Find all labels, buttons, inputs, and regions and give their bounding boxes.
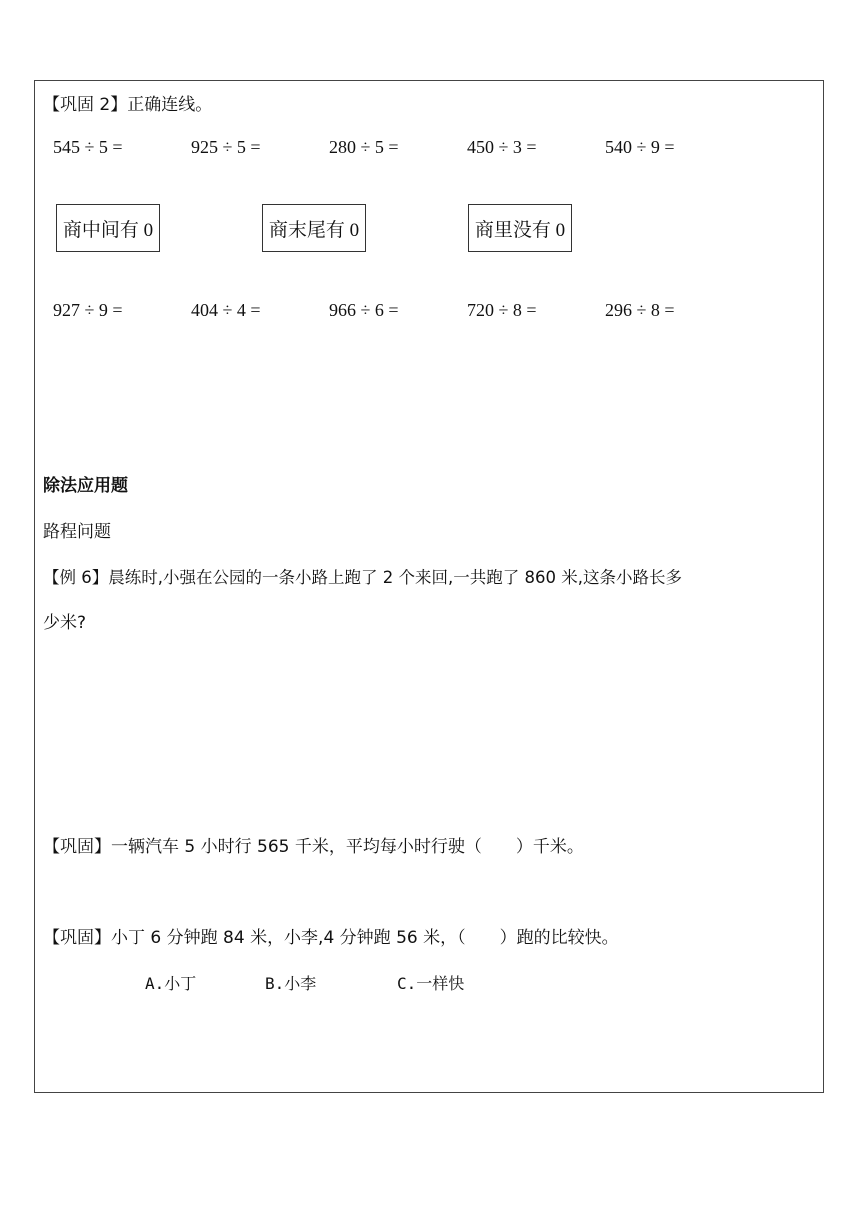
category-box-no-zero: 商里没有 0: [468, 204, 572, 252]
consolidate-running-question: 【巩固】小丁 6 分钟跑 84 米，小李,4 分钟跑 56 米，（ ）跑的比较快。: [43, 928, 619, 948]
equation: 966 ÷ 6 =: [329, 300, 399, 320]
consolidate-car-question: 【巩固】一辆汽车 5 小时行 565 千米，平均每小时行驶（ ）千米。: [43, 837, 584, 857]
equation: 540 ÷ 9 =: [605, 137, 675, 157]
option-a: A.小丁: [145, 974, 197, 993]
worksheet-frame: [34, 80, 824, 1093]
equation: 450 ÷ 3 =: [467, 137, 537, 157]
section-subheading: 路程问题: [43, 522, 111, 542]
option-c: C.一样快: [397, 974, 465, 993]
example-6-line-2: 少米?: [43, 613, 87, 633]
equation: 720 ÷ 8 =: [467, 300, 537, 320]
equation: 927 ÷ 9 =: [53, 300, 123, 320]
example-6-line-1: 【例 6】晨练时,小强在公园的一条小路上跑了 2 个来回,一共跑了 860 米,这条小路长多: [43, 568, 682, 587]
consolidate-2-title: 【巩固 2】正确连线。: [43, 95, 213, 115]
category-box-end-zero: 商末尾有 0: [262, 204, 366, 252]
equation: 280 ÷ 5 =: [329, 137, 399, 157]
equation: 296 ÷ 8 =: [605, 300, 675, 320]
equation: 545 ÷ 5 =: [53, 137, 123, 157]
equation: 404 ÷ 4 =: [191, 300, 261, 320]
option-b: B.小李: [265, 974, 317, 993]
category-box-middle-zero: 商中间有 0: [56, 204, 160, 252]
equation: 925 ÷ 5 =: [191, 137, 261, 157]
section-heading: 除法应用题: [43, 476, 128, 496]
